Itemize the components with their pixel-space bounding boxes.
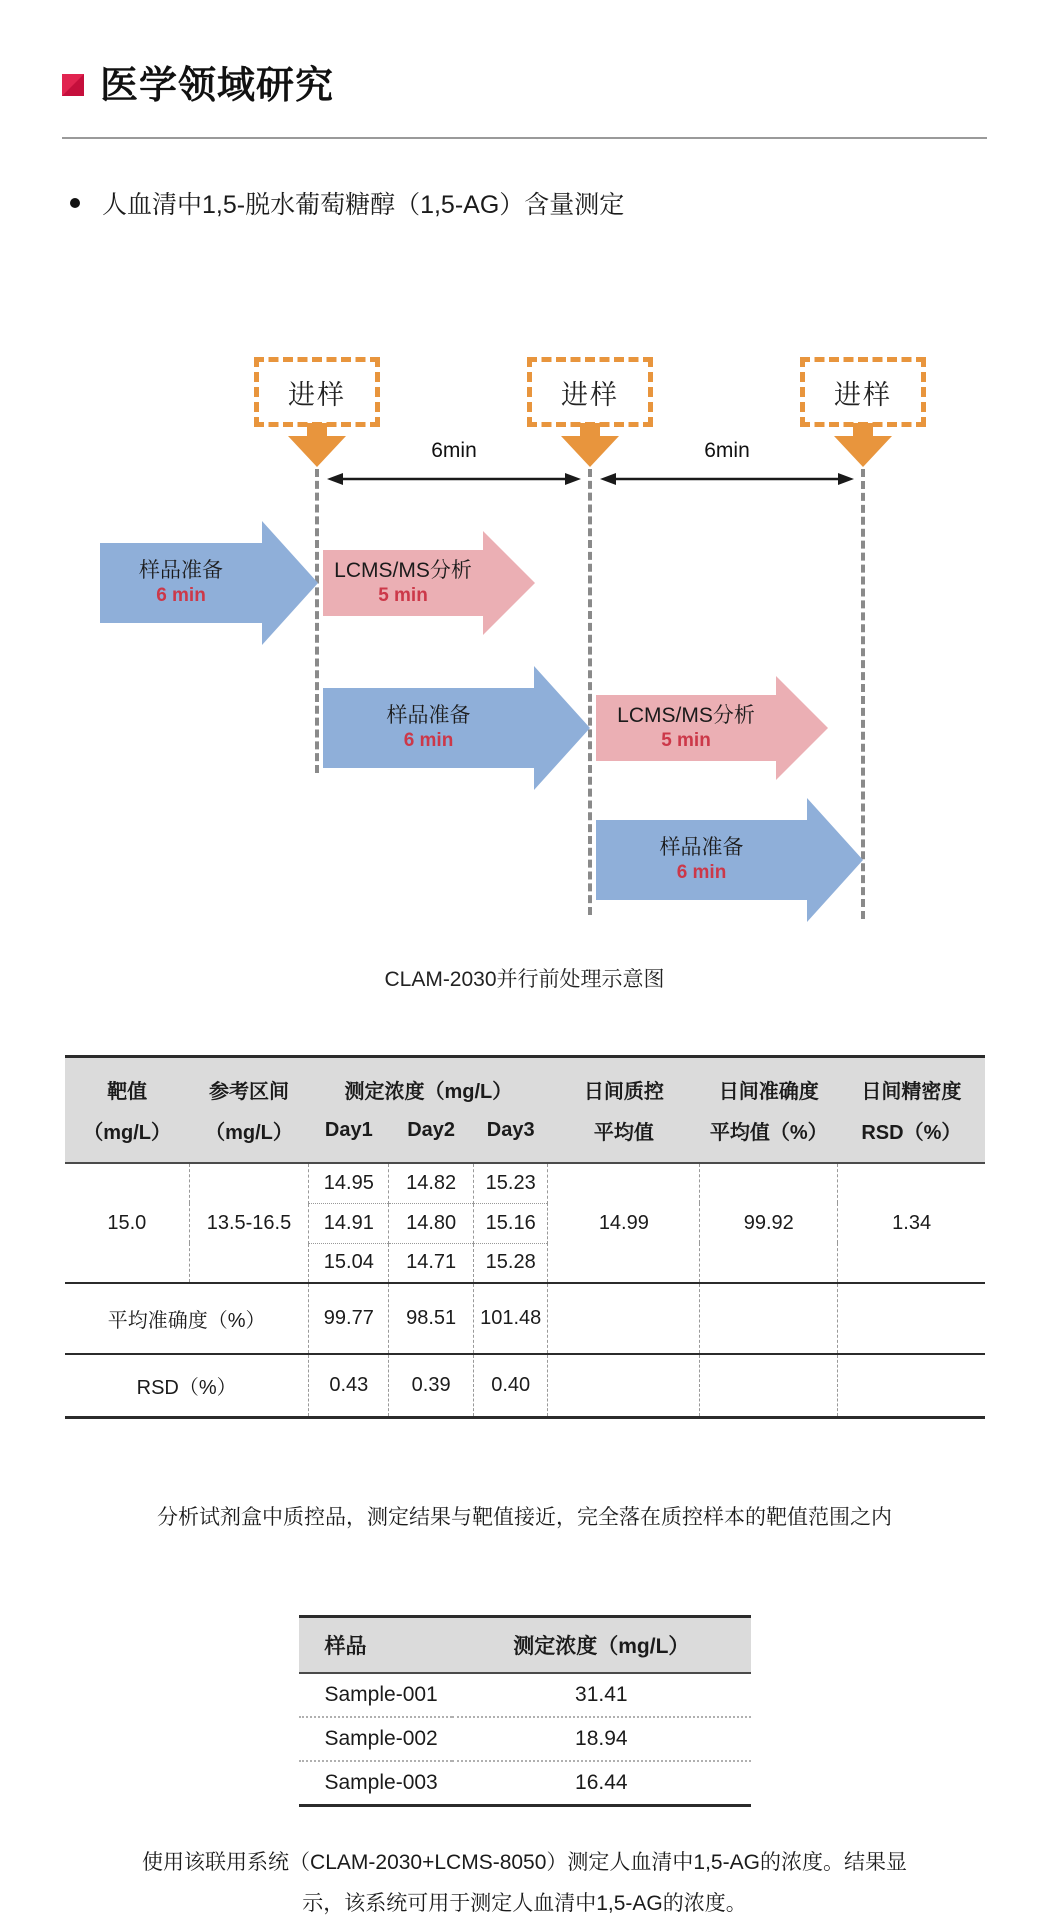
step-time: 6 min — [156, 585, 206, 607]
col-header-day2: Day2 — [389, 1110, 474, 1163]
arrow-head — [534, 666, 590, 790]
interval-arrow-icon — [327, 471, 581, 487]
step-time: 6 min — [676, 862, 727, 884]
step-label: 样品准备 — [659, 836, 744, 859]
interday-qc-mean-cell: 14.99 — [548, 1163, 700, 1283]
injection-label: 进样 — [834, 379, 892, 410]
qc-cell: 101.48 — [473, 1283, 548, 1354]
injection-box-3 — [800, 357, 926, 427]
step-label: 样品准备 — [386, 704, 471, 727]
interval-label: 6min — [431, 439, 477, 462]
empty-cell — [700, 1283, 838, 1354]
col-header-rsd: RSD（%） — [838, 1110, 985, 1163]
qc-cell: 15.28 — [473, 1243, 548, 1283]
injection-box-2 — [527, 357, 653, 427]
step-label: 样品准备 — [139, 559, 223, 582]
col-header-qc: 日间质控 — [548, 1057, 700, 1111]
title-accent-square — [62, 74, 84, 96]
sample-value: 16.44 — [575, 1771, 628, 1794]
interval-label: 6min — [704, 439, 750, 462]
qc-cell: 14.91 — [309, 1203, 389, 1243]
table-row — [299, 1761, 751, 1806]
interday-accuracy-cell: 99.92 — [700, 1163, 838, 1283]
step-time: 5 min — [661, 730, 711, 752]
col-header-measured-group: 测定浓度（mg/L） — [309, 1057, 548, 1111]
col-header-target: 靶值 — [65, 1057, 189, 1111]
empty-cell — [838, 1283, 985, 1354]
reference-range-cell: 13.5-16.5 — [189, 1163, 309, 1283]
injection-box-1 — [254, 357, 380, 427]
sample-value: 31.41 — [452, 1673, 750, 1717]
qc-cell: 0.39 — [389, 1354, 474, 1418]
qc-cell: 99.77 — [309, 1283, 389, 1354]
step-label: LCMS/MS分析 — [334, 559, 472, 582]
bullet-icon — [70, 198, 80, 208]
arrow-head — [776, 676, 828, 780]
topic-bullet-item — [70, 185, 1049, 221]
sample-results-table — [299, 1615, 751, 1807]
empty-cell — [548, 1283, 700, 1354]
injection-label: 进样 — [288, 379, 346, 410]
step-time: 6 min — [403, 730, 454, 752]
diagram-caption: CLAM-2030并行前处理示意图 — [384, 968, 665, 991]
concentration-col-header: 测定浓度（mg/L） — [452, 1617, 750, 1674]
pretreatment-diagram — [0, 353, 1049, 953]
topic-title: 人血清中1,5-脱水葡萄糖醇（1,5-AG）含量测定 — [102, 191, 625, 219]
qc-cell: 98.51 — [389, 1283, 474, 1354]
sample-name: Sample-001 — [299, 1673, 453, 1717]
table-row — [299, 1717, 751, 1761]
table-row — [299, 1673, 751, 1717]
empty-cell — [548, 1354, 700, 1418]
sample-name: Sample-002 — [299, 1717, 453, 1761]
step-time: 5 min — [378, 585, 428, 607]
interday-rsd-cell: 1.34 — [838, 1163, 985, 1283]
col-header-range: 参考区间 — [189, 1057, 309, 1111]
col-header-precision: 日间精密度 — [838, 1057, 985, 1111]
qc-cell: 0.40 — [473, 1354, 548, 1418]
col-header-accuracy-mean: 平均值（%） — [700, 1110, 838, 1163]
col-header-qc-mean: 平均值 — [548, 1110, 700, 1163]
section-divider — [62, 137, 987, 139]
arrow-head — [262, 521, 318, 645]
analysis-arrow-row2 — [596, 676, 828, 780]
conclusion-text: 使用该联用系统（CLAM-2030+LCMS-8050）测定人血清中1,5-AG的浓度。结果显示，该系统可用于测定人血清中1,5-AG的浓度。 — [142, 1851, 907, 1915]
col-header-day3: Day3 — [473, 1110, 548, 1163]
col-header-target-unit: （mg/L） — [65, 1110, 189, 1163]
prep-arrow-row3 — [596, 798, 863, 922]
qc-cell: 15.04 — [309, 1243, 389, 1283]
qc-results-table — [65, 1055, 985, 1419]
sample-col-header: 样品 — [299, 1617, 453, 1674]
target-value-cell: 15.0 — [107, 1211, 147, 1234]
step-label: LCMS/MS分析 — [617, 704, 755, 727]
qc-cell: 15.16 — [473, 1203, 548, 1243]
rsd-row-label: RSD（%） — [65, 1354, 309, 1418]
empty-cell — [700, 1354, 838, 1418]
qc-note-text: 分析试剂盒中质控品，测定结果与靶值接近，完全落在质控样本的靶值范围之内 — [157, 1506, 892, 1529]
col-header-range-unit: （mg/L） — [189, 1110, 309, 1163]
section-header — [62, 0, 1049, 109]
qc-cell: 14.71 — [389, 1243, 474, 1283]
injection-label: 进样 — [561, 379, 619, 410]
qc-cell: 15.23 — [473, 1163, 548, 1203]
qc-cell: 0.43 — [309, 1354, 389, 1418]
qc-cell: 14.80 — [389, 1203, 474, 1243]
interval-arrow-icon — [600, 471, 854, 487]
col-header-accuracy: 日间准确度 — [700, 1057, 838, 1111]
qc-cell: 14.95 — [309, 1163, 389, 1203]
analysis-arrow-row1 — [323, 531, 535, 635]
empty-cell — [838, 1354, 985, 1418]
arrow-head — [483, 531, 535, 635]
arrow-head — [807, 798, 863, 922]
col-header-day1: Day1 — [309, 1110, 389, 1163]
prep-arrow-row2 — [323, 666, 590, 790]
accuracy-row-label: 平均准确度（%） — [65, 1283, 309, 1354]
sample-name: Sample-003 — [324, 1771, 438, 1794]
sample-value: 18.94 — [452, 1717, 750, 1761]
qc-cell: 14.82 — [389, 1163, 474, 1203]
page-title: 医学领域研究 — [100, 65, 335, 107]
prep-arrow-row1 — [100, 521, 318, 645]
